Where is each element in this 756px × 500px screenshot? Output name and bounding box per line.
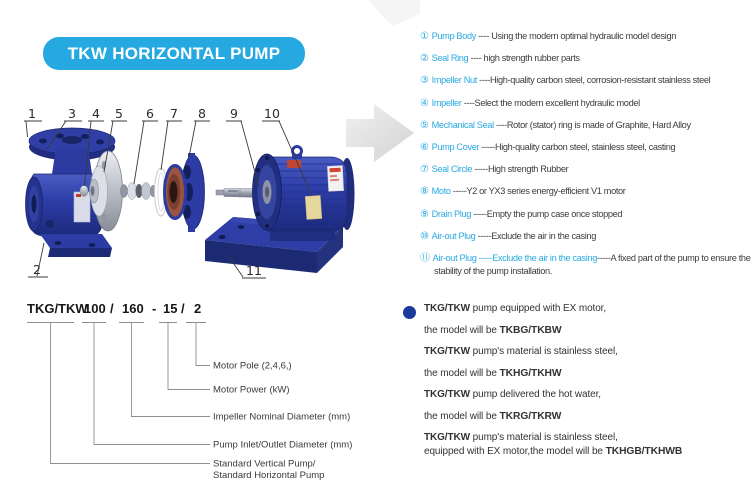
callout-1: 1 (28, 106, 36, 121)
note-line: the model will be TKHG/TKHW (424, 367, 562, 379)
code-series: TKG/TKW (27, 301, 88, 316)
part-item-5 (420, 119, 756, 132)
part-name: Air-out Plug (431, 230, 476, 241)
label-standard-pump-2: Standard Horizontal Pump (213, 470, 325, 481)
part-desc: -----High-quality carbon steel, stainless steel, casting (479, 141, 676, 152)
code-separator-2: - (152, 301, 157, 316)
flow-arrow-icon (346, 104, 414, 162)
part-item-4 (420, 97, 756, 110)
part-item-11 (420, 252, 756, 278)
part-number: ⑤ (420, 119, 429, 131)
motor-nameplate (305, 195, 322, 219)
label-motor-power: Motor Power (kW) (213, 384, 290, 396)
part-item-6 (420, 141, 756, 154)
code-motor-pole: 2 (194, 301, 202, 316)
label-impeller-diameter: Impeller Nominal Diameter (mm) (213, 411, 351, 423)
part-number: ⑧ (420, 186, 429, 198)
code-motor-power: 15 (163, 301, 178, 316)
note-line: TKG/TKW pump's material is stainless steel, (424, 346, 618, 357)
bullet-icon (403, 306, 416, 319)
part-desc: -----Y2 or YX3 series energy-efficient V1 motor (450, 186, 626, 197)
callout-6: 6 (146, 106, 154, 121)
part-name: Moto (431, 186, 451, 197)
code-separator-1: / (110, 301, 114, 316)
model-notes (424, 303, 754, 468)
part-name: Pump Cover (431, 141, 480, 152)
part-name: Seal Circle (431, 164, 473, 175)
parts-list (420, 30, 756, 286)
part-desc: -----High strength Rubber (472, 164, 569, 175)
part-desc: -----Empty the pump case once stopped (471, 208, 623, 219)
part-number: ⑩ (420, 230, 429, 242)
impeller-nut-illustration (80, 186, 88, 197)
note-line: TKG/TKW pump delivered the hot water, (424, 389, 601, 400)
callout-9: 9 (230, 106, 238, 121)
part-desc: ---- Using the modern optimal hydraulic model design (475, 31, 676, 41)
part-name: Air-out Plug -----Exclude the air in the casing (432, 252, 597, 263)
callout-8: 8 (198, 106, 206, 121)
part-number: ⑥ (420, 141, 429, 153)
model-code-diagram (0, 290, 420, 500)
part-number: ⑨ (420, 208, 429, 220)
part-name: Mechanical Seal (431, 119, 494, 130)
part-item-9 (420, 208, 756, 221)
part-name: Impeller (431, 97, 462, 108)
label-motor-pole: Motor Pole (2,4,6,) (213, 360, 292, 372)
callout-4: 4 (92, 106, 100, 121)
part-desc: ---- high strength rubber parts (468, 53, 580, 64)
part-number: ① (420, 31, 429, 42)
part-item-8 (420, 185, 756, 198)
part-name: Seal Ring (431, 53, 469, 64)
part-name: Impeller Nut (431, 75, 477, 86)
part-desc: ----High-quality carbon steel, corrosion-resistant stainless steel (476, 75, 711, 86)
callout-3: 3 (68, 106, 76, 121)
part-number: ⑪ (420, 252, 430, 264)
code-inlet-diameter: 100 (84, 301, 106, 316)
mechanical-seal-illustration (121, 183, 157, 200)
callout-2: 2 (33, 262, 41, 277)
part-desc: -----Exclude the air in the casing (475, 230, 596, 241)
part-number: ③ (420, 75, 429, 87)
part-name: Pump Body (431, 31, 476, 41)
part-desc: -----A fixed part of the pump to ensure the stability of the pump installation. (434, 252, 751, 277)
part-number: ⑦ (420, 164, 429, 176)
note-line: the model will be TKRG/TKRW (424, 410, 562, 422)
callout-11: 11 (246, 263, 262, 278)
label-standard-pump-1: Standard Vertical Pump/ (213, 458, 316, 470)
callout-5: 5 (115, 106, 123, 121)
code-impeller-diameter: 160 (122, 301, 144, 316)
part-name: Drain Plug (431, 208, 472, 219)
code-connector-lines (27, 323, 210, 464)
watermark-shape (368, 0, 420, 26)
callout-7: 7 (170, 106, 178, 121)
pump-exploded-diagram (0, 0, 430, 300)
part-number: ④ (420, 97, 429, 109)
drain-plug-boss (46, 220, 54, 228)
part-number: ② (420, 53, 429, 65)
callout-10: 10 (264, 106, 280, 121)
motor-illustration (253, 147, 355, 242)
note-line: equipped with EX motor,the model will be TKHGB/TKHWB (424, 446, 683, 457)
page-title: TKW HORIZONTAL PUMP (67, 43, 281, 63)
note-line: TKG/TKW pump's material is stainless steel, (424, 432, 618, 443)
code-separator-3: / (181, 301, 185, 316)
note-line: the model will be TKBG/TKBW (424, 324, 562, 336)
part-item-7 (420, 163, 756, 176)
part-item-10 (420, 230, 756, 243)
pump-cover-illustration (165, 153, 205, 232)
part-item-1 (420, 30, 756, 43)
motor-spec-label (327, 166, 343, 192)
part-desc: ----Select the modern excellent hydraulic model (461, 97, 640, 108)
label-inlet-diameter: Pump Inlet/Outlet Diameter (mm) (213, 439, 353, 451)
note-line: TKG/TKW pump equipped with EX motor, (424, 303, 607, 314)
part-desc: ----Rotor (stator) ring is made of Graphite, Hard Alloy (493, 119, 691, 130)
part-item-2 (420, 52, 756, 65)
part-item-3 (420, 74, 756, 87)
